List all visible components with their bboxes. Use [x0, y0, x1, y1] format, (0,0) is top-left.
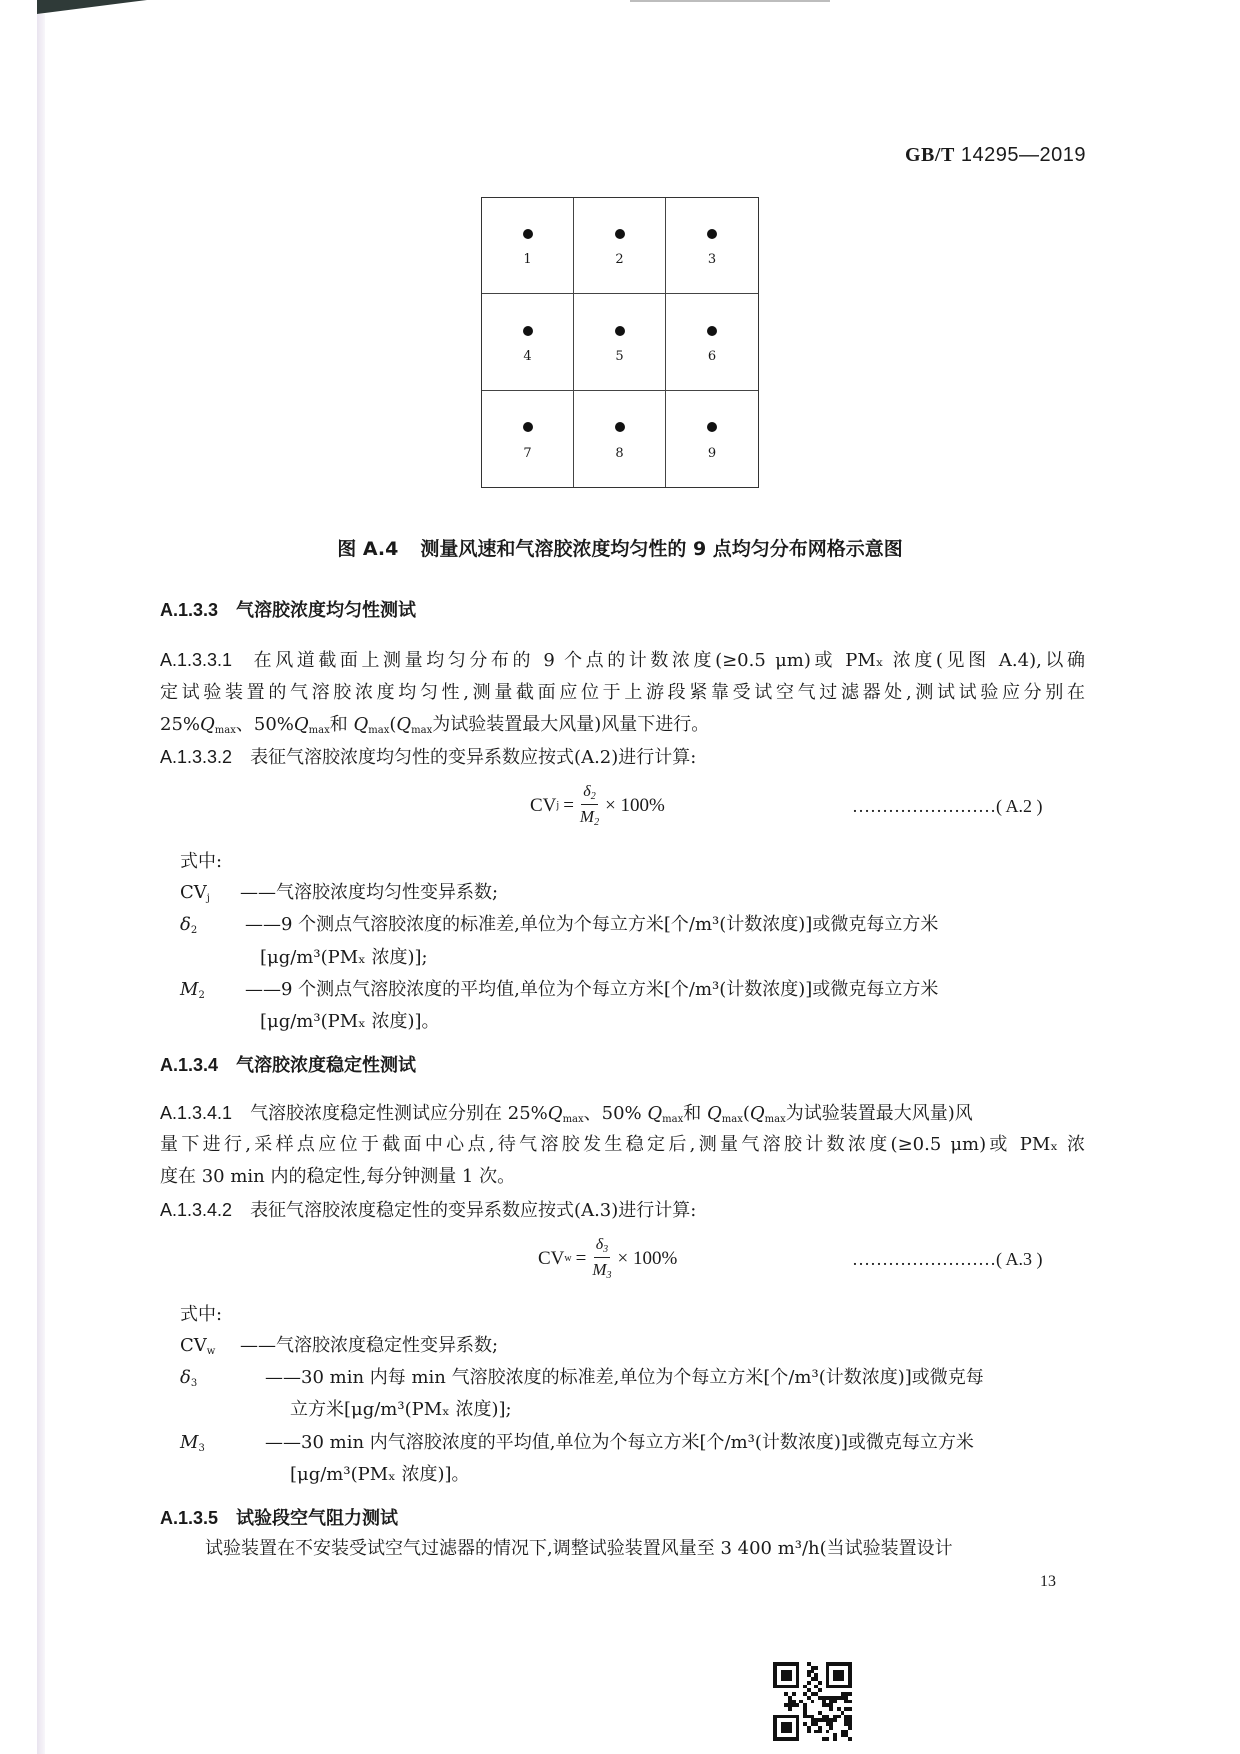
clause-number: A.1.3.4.1	[160, 1103, 233, 1123]
grid-cell	[666, 198, 758, 294]
formula-factor: × 100%	[617, 1247, 678, 1269]
symbol: M	[180, 1432, 199, 1453]
definition-symbol	[180, 1369, 197, 1389]
denominator-symbol: M	[592, 1260, 607, 1279]
measurement-point-dot	[615, 229, 625, 239]
numerator	[581, 783, 597, 805]
formula-a3	[538, 1236, 677, 1281]
scan-page-edge	[37, 14, 45, 1754]
figure-number: 图 A.4	[337, 538, 399, 560]
text-run: 、50%	[235, 714, 294, 735]
where-label: 式中:	[180, 851, 223, 872]
q-subscript: max	[214, 725, 236, 736]
paragraph-line	[160, 716, 709, 736]
qr-module	[848, 1737, 852, 1741]
paragraph-line: 量下进行,采样点应位于截面中心点,待气溶胶发生稳定后,测量气溶胶计数浓度(≥0.5 μm)或 PMₓ 浓	[160, 1134, 1085, 1155]
point-label: 6	[707, 348, 717, 364]
text-run: 和	[683, 1103, 707, 1124]
point-label: 7	[523, 445, 532, 461]
paragraph-text: 表征气溶胶浓度均匀性的变异系数应按式(A.2)进行计算:	[250, 747, 697, 768]
paragraph-text: 表征气溶胶浓度稳定性的变异系数应按式(A.3)进行计算:	[250, 1200, 697, 1221]
definition-symbol	[180, 916, 197, 936]
equals-sign: =	[575, 1247, 587, 1269]
q-symbol: Q	[353, 714, 369, 735]
q-subscript: max	[764, 1114, 786, 1125]
point-label: 1	[523, 252, 532, 268]
point-label: 3	[707, 252, 717, 268]
q-symbol: Q	[647, 1103, 663, 1124]
definition-continuation: [μg/m³(PMₓ 浓度)];	[260, 947, 428, 968]
paragraph-line: 度在 30 min 内的稳定性,每分钟测量 1 次。	[160, 1166, 516, 1187]
point-label: 8	[615, 445, 624, 461]
standard-prefix: GB/T	[905, 144, 955, 166]
numerator-sub: 3	[603, 1244, 609, 1255]
definition-symbol	[180, 884, 210, 904]
definition-text: ——30 min 内气溶胶浓度的平均值,单位为个每立方米[个/m³(计数浓度)]或微克每立方米	[265, 1432, 974, 1453]
symbol: δ	[180, 914, 191, 935]
q-subscript: max	[662, 1114, 684, 1125]
q-symbol: Q	[749, 1103, 765, 1124]
figure-caption	[0, 540, 1240, 559]
definition-text: ——气溶胶浓度稳定性变异系数;	[240, 1335, 499, 1356]
scan-top-mark	[630, 0, 830, 2]
definition-symbol	[180, 981, 205, 1001]
text-run: (	[742, 1103, 750, 1124]
symbol: CV	[180, 882, 207, 903]
denominator-sub: 2	[594, 817, 600, 828]
where-label: 式中:	[180, 1304, 223, 1325]
denominator-symbol: M	[579, 807, 595, 826]
formula-lhs-sub: j	[556, 800, 560, 811]
symbol-sub: 3	[198, 1443, 205, 1454]
numerator	[594, 1236, 610, 1258]
numerator-symbol: δ	[583, 783, 591, 800]
definition-continuation: 立方米[μg/m³(PMₓ 浓度)];	[290, 1399, 512, 1420]
grid-cell	[482, 294, 574, 390]
paragraph-line	[160, 651, 1085, 670]
text-run: 气溶胶浓度稳定性测试应分别在 25%	[250, 1103, 548, 1124]
symbol-sub: 2	[190, 925, 198, 936]
formula-lhs: CV	[530, 794, 557, 816]
grid-cell	[666, 294, 758, 390]
section-number: A.1.3.4	[160, 1055, 219, 1075]
equation-number: ……………………( A.3 )	[852, 1249, 1043, 1269]
paragraph-line: 试验装置在不安装受试空气过滤器的情况下,调整试验装置风量至 3 400 m³/h(当试验装置设计	[205, 1538, 953, 1559]
formula-lhs: CV	[538, 1247, 565, 1269]
symbol: CV	[180, 1335, 207, 1356]
symbol-sub: 3	[190, 1378, 198, 1389]
denominator	[580, 805, 599, 828]
q-subscript: max	[368, 725, 390, 736]
section-title: 气溶胶浓度均匀性测试	[236, 600, 417, 621]
fraction	[580, 783, 599, 828]
text-run: 为试验装置最大风量)风	[785, 1103, 973, 1124]
grid-cell	[666, 391, 758, 487]
symbol: M	[180, 979, 199, 1000]
section-heading-a133	[160, 601, 416, 620]
point-label: 9	[707, 445, 717, 461]
denominator	[592, 1258, 611, 1281]
definition-text: ——9 个测点气溶胶浓度的标准差,单位为个每立方米[个/m³(计数浓度)]或微克每立方米	[245, 914, 939, 935]
definition-symbol	[180, 1434, 205, 1454]
q-subscript: max	[721, 1114, 743, 1125]
section-number: A.1.3.5	[160, 1508, 219, 1528]
section-heading-a134	[160, 1056, 416, 1075]
definition-continuation: [μg/m³(PMₓ 浓度)]。	[260, 1011, 440, 1032]
scan-shadow-corner	[37, 0, 147, 14]
measurement-point-dot	[707, 326, 717, 336]
measurement-point-dot	[523, 229, 533, 239]
paragraph-line	[160, 748, 696, 767]
text-run: (	[389, 714, 397, 735]
measurement-point-dot	[707, 229, 717, 239]
clause-number: A.1.3.3.1	[160, 650, 233, 670]
q-symbol: Q	[200, 714, 215, 735]
formula-factor: × 100%	[605, 794, 665, 816]
paragraph-line	[160, 1201, 696, 1220]
grid-cell	[574, 198, 666, 294]
q-symbol: Q	[547, 1103, 563, 1124]
equation-number: ……………………( A.2 )	[852, 796, 1043, 816]
q-subscript: max	[308, 725, 330, 736]
denominator-sub: 3	[606, 1270, 612, 1281]
symbol-sub: w	[206, 1346, 216, 1357]
symbol-sub: 2	[198, 990, 205, 1001]
definition-continuation: [μg/m³(PMₓ 浓度)]。	[290, 1464, 470, 1485]
grid-cell	[574, 294, 666, 390]
measurement-point-dot	[615, 422, 625, 432]
q-symbol: Q	[293, 714, 309, 735]
numerator-symbol: δ	[595, 1236, 604, 1253]
figure-caption-text: 测量风速和气溶胶浓度均匀性的 9 点均匀分布网格示意图	[420, 538, 903, 560]
paragraph-text: 在风道截面上测量均匀分布的 9 个点的计数浓度(≥0.5 μm)或 PMₓ 浓度(见图 A.4),以确	[250, 650, 1085, 671]
measurement-point-dot	[523, 422, 533, 432]
fraction	[592, 1236, 611, 1281]
measurement-point-dot	[707, 422, 717, 432]
standard-number: 14295—2019	[960, 144, 1086, 166]
symbol-sub: j	[206, 893, 210, 904]
equals-sign: =	[563, 794, 574, 816]
section-number: A.1.3.3	[160, 600, 219, 620]
measurement-grid-figure	[481, 197, 759, 488]
grid-cell	[482, 198, 574, 294]
q-symbol: Q	[396, 714, 412, 735]
formula-a2	[530, 783, 665, 828]
measurement-point-dot	[523, 326, 533, 336]
formula-lhs-sub: w	[564, 1253, 572, 1264]
clause-number: A.1.3.3.2	[160, 747, 233, 767]
measurement-point-dot	[615, 326, 625, 336]
section-title: 气溶胶浓度稳定性测试	[236, 1055, 417, 1076]
standard-code	[905, 145, 1086, 165]
clause-number: A.1.3.4.2	[160, 1200, 233, 1220]
paragraph-line	[160, 1104, 973, 1125]
section-heading-a135	[160, 1509, 398, 1528]
text-run: 为试验装置最大风量)风量下进行。	[432, 714, 710, 735]
q-subscript: max	[562, 1114, 584, 1125]
qr-code	[773, 1662, 852, 1741]
definition-symbol	[180, 1337, 215, 1357]
page-number: 13	[1040, 1573, 1056, 1590]
text-run: 和	[329, 714, 354, 735]
definition-text: ——9 个测点气溶胶浓度的平均值,单位为个每立方米[个/m³(计数浓度)]或微克每立方米	[245, 979, 939, 1000]
section-title: 试验段空气阻力测试	[236, 1508, 399, 1529]
point-label: 4	[523, 348, 532, 364]
numerator-sub: 2	[590, 791, 596, 802]
grid-cell	[482, 391, 574, 487]
text-run: 25%	[160, 714, 201, 735]
q-symbol: Q	[706, 1103, 722, 1124]
point-label: 2	[615, 252, 624, 268]
definition-text: ——气溶胶浓度均匀性变异系数;	[240, 882, 499, 903]
grid-cell	[574, 391, 666, 487]
point-label: 5	[615, 348, 624, 364]
text-run: 、50%	[583, 1103, 648, 1124]
paragraph-line: 定试验装置的气溶胶浓度均匀性,测量截面应位于上游段紧靠受试空气过滤器处,测试试验应分别在	[160, 682, 1085, 703]
symbol: δ	[180, 1367, 191, 1388]
q-subscript: max	[411, 725, 433, 736]
definition-text: ——30 min 内每 min 气溶胶浓度的标准差,单位为个每立方米[个/m³(计数浓度)]或微克每	[265, 1367, 984, 1388]
